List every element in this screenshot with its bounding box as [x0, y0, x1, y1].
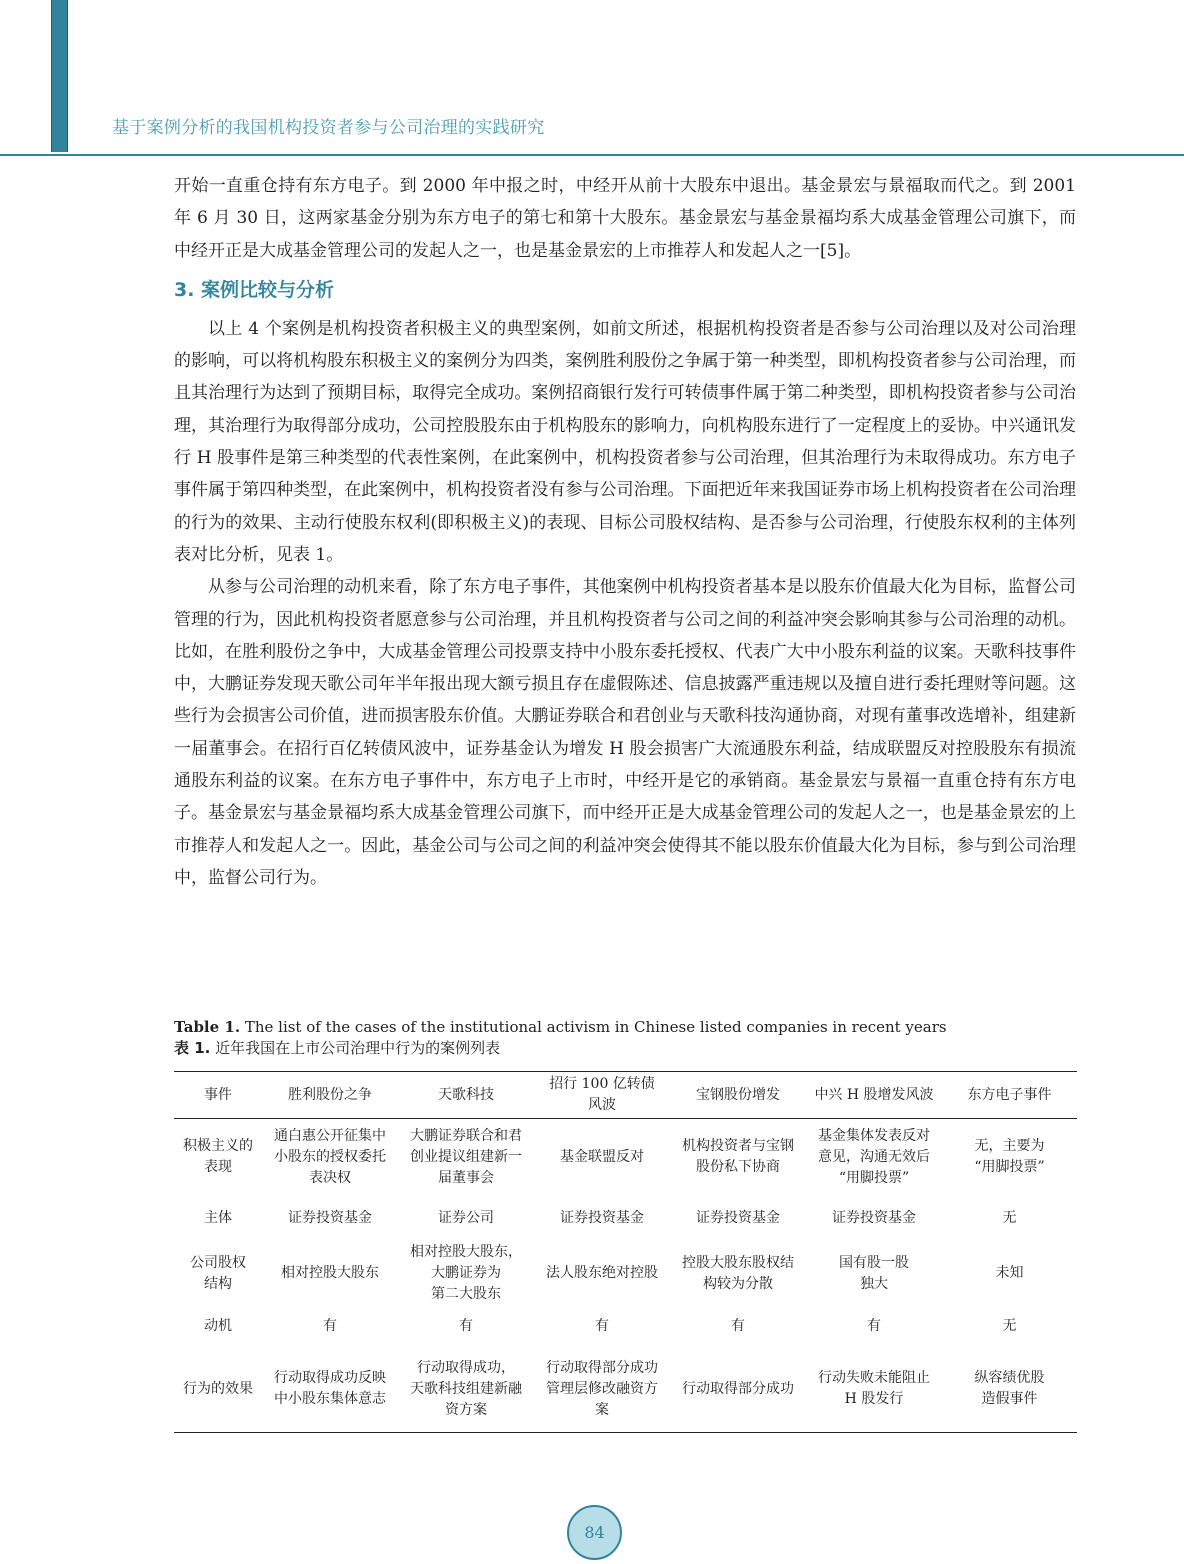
table-cell: 有: [867, 1318, 881, 1334]
table-cell: 证券公司: [438, 1209, 494, 1226]
paragraph: 开始一直重仓持有东方电子。到 2000 年中报之时，中经开从前十大股东中退出。基金景宏与景福取而代之。到 2001 年 6 月 30 日，这两家基金分别为东方电子的第七和第十大股东。基金景宏与基金景福均系大成基金管理公司旗下，而中经开正是大成基金管理公司的发起人之一，也是基金景宏的上市推荐人和发起人之一[5]。: [174, 176, 1076, 261]
table-cell: 有: [323, 1318, 337, 1334]
column-header: 中兴 H 股增发风波: [814, 1086, 934, 1103]
paragraph: 从参与公司治理的动机来看，除了东方电子事件，其他案例中机构投资者基本是以股东价值最大化为目标，监督公司管理的行为，因此机构投资者愿意参与公司治理，并且机构投资者与公司之间的利益冲突会影响其参与公司治理的动机。比如，在胜利股份之争中，大成基金管理公司投票支持中小股东委托授权、代表广大中小股东利益的议案。天歌科技事件中，大鹏证券发现天歌公司年半年报出现大额亏损且存在虚假陈述、信息披露严重违规以及擅自进行委托理财等问题。这些行为会损害公司价值，进而损害股东价值。大鹏证券联合和君创业与天歌科技沟通协商，对现有董事改选增补，组建新一届董事会。在招行百亿转债风波中，证券基金认为增发 H 股会损害广大流通股东利益，结成联盟反对控股股东有损流通股东利益的议案。在东方电子事件中，东方电子上市时，中经开是它的承销商。基金景宏与景福一直重仓持有东方电子。基金景宏与基金景福均系大成基金管理公司旗下，而中经开正是大成基金管理公司的发起人之一，也是基金景宏的上市推荐人和发起人之一。因此，基金公司与公司之间的利益冲突会使得其不能以股东价值最大化为目标，参与到公司治理中，监督公司行为。: [174, 577, 1076, 888]
table-cell: 行动取得部分成功: [682, 1380, 794, 1397]
table-row: [174, 1196, 1077, 1241]
column-header: 东方电子事件: [967, 1086, 1052, 1103]
table-caption-en: [174, 1017, 1076, 1038]
table-row: [174, 1347, 1077, 1433]
table-cell: 行为的效果: [183, 1380, 253, 1397]
table-cell: 通白惠公开征集中 小股东的授权委托 表决权: [274, 1127, 386, 1186]
table-cell: 证券投资基金: [560, 1209, 644, 1226]
table-cell: 有: [459, 1318, 473, 1334]
table-caption-zh: [174, 1038, 1076, 1059]
section-heading: 3. 案例比较与分析: [174, 278, 335, 301]
page-number-badge: 84: [567, 1505, 622, 1560]
table-cell: 行动取得成功反映 中小股东集体意志: [274, 1370, 386, 1408]
table-cell: 无，主要为 “用脚投票”: [974, 1138, 1045, 1176]
table-cell: 基金集体发表反对 意见，沟通无效后 “用脚投票”: [818, 1127, 930, 1186]
table-cell: 相对控股大股东: [281, 1265, 379, 1281]
table-cell: 控股大股东股权结 构较为分散: [682, 1254, 794, 1292]
caption-label: 表 1.: [174, 1039, 211, 1057]
column-header: 事件: [204, 1086, 232, 1103]
table-cell: 行动失败未能阻止 H 股发行: [818, 1370, 930, 1408]
column-header: 宝钢股份增发: [696, 1086, 780, 1103]
table-row: [174, 1307, 1077, 1347]
table-cell: 大鹏证券联合和君 创业提议组建新一 届董事会: [410, 1127, 522, 1186]
table-caption: [174, 1017, 1076, 1059]
cases-table: [174, 1071, 1077, 1433]
table-cell: 国有股一股 独大: [839, 1254, 909, 1292]
table-cell: 相对控股大股东， 大鹏证券为 第二大股东: [410, 1244, 522, 1302]
table-cell: 证券投资基金: [696, 1209, 780, 1226]
table-cell: 积极主义的 表现: [183, 1138, 253, 1176]
table-cell: 无: [1002, 1209, 1017, 1226]
article-body: [174, 170, 1076, 894]
table-cell: 法人股东绝对控股: [546, 1265, 658, 1281]
table-header-row: [174, 1072, 1077, 1119]
table-cell: 基金联盟反对: [560, 1148, 644, 1165]
caption-label: Table 1.: [174, 1018, 241, 1036]
header-divider: [0, 154, 1184, 156]
table-cell: 主体: [204, 1209, 232, 1226]
table-cell: 行动取得成功， 天歌科技组建新融 资方案: [410, 1359, 522, 1418]
table-cell: 机构投资者与宝钢 股份私下协商: [682, 1138, 794, 1176]
column-header: 胜利股份之争: [288, 1086, 372, 1103]
table-cell: 公司股权 结构: [190, 1254, 246, 1292]
paragraph: 以上 4 个案例是机构投资者积极主义的典型案例，如前文所述，根据机构投资者是否参与公司治理以及对公司治理的影响，可以将机构股东积极主义的案例分为四类，案例胜利股份之争属于第一种类型，即机构投资者参与公司治理，而且其治理行为达到了预期目标，取得完全成功。案例招商银行发行可转债事件属于第二种类型，即机构投资者参与公司治理，其治理行为取得部分成功，公司控股股东由于机构股东的影响力，向机构股东进行了一定程度上的妥协。中兴通讯发行 H 股事件是第三种类型的代表性案例，在此案例中，机构投资者参与公司治理，但其治理行为未取得成功。东方电子事件属于第四种类型，在此案例中，机构投资者没有参与公司治理。下面把近年来我国证券市场上机构投资者在公司治理的行为的效果、主动行使股东权利(即积极主义)的表现、目标公司股权结构、是否参与公司治理，行使股东权利的主体列表对比分析，见表 1。: [174, 318, 1076, 565]
table-row: [174, 1119, 1077, 1196]
header-accent-bar: [51, 0, 68, 152]
table-cell: 纵容绩优股 造假事件: [974, 1370, 1045, 1408]
table-cell: 证券投资基金: [832, 1209, 916, 1226]
column-header: 天歌科技: [438, 1086, 494, 1103]
caption-text: The list of the cases of the institutional activism in Chinese listed companies in recent years: [240, 1018, 947, 1036]
running-title: 基于案例分析的我国机构投资者参与公司治理的实践研究: [112, 118, 545, 138]
table-cell: 有: [731, 1318, 745, 1334]
table-cell: 动机: [204, 1318, 232, 1334]
table-cell: 有: [595, 1318, 609, 1334]
table-cell: 无: [1002, 1318, 1017, 1334]
caption-text: 近年我国在上市公司治理中行为的案例列表: [210, 1039, 501, 1057]
table-row: [174, 1241, 1077, 1307]
table-cell: 未知: [995, 1265, 1024, 1281]
table-cell: 证券投资基金: [288, 1209, 372, 1226]
column-header: 招行 100 亿转债 风波: [549, 1076, 655, 1113]
table-cell: 行动取得部分成功 管理层修改融资方 案: [546, 1359, 658, 1418]
